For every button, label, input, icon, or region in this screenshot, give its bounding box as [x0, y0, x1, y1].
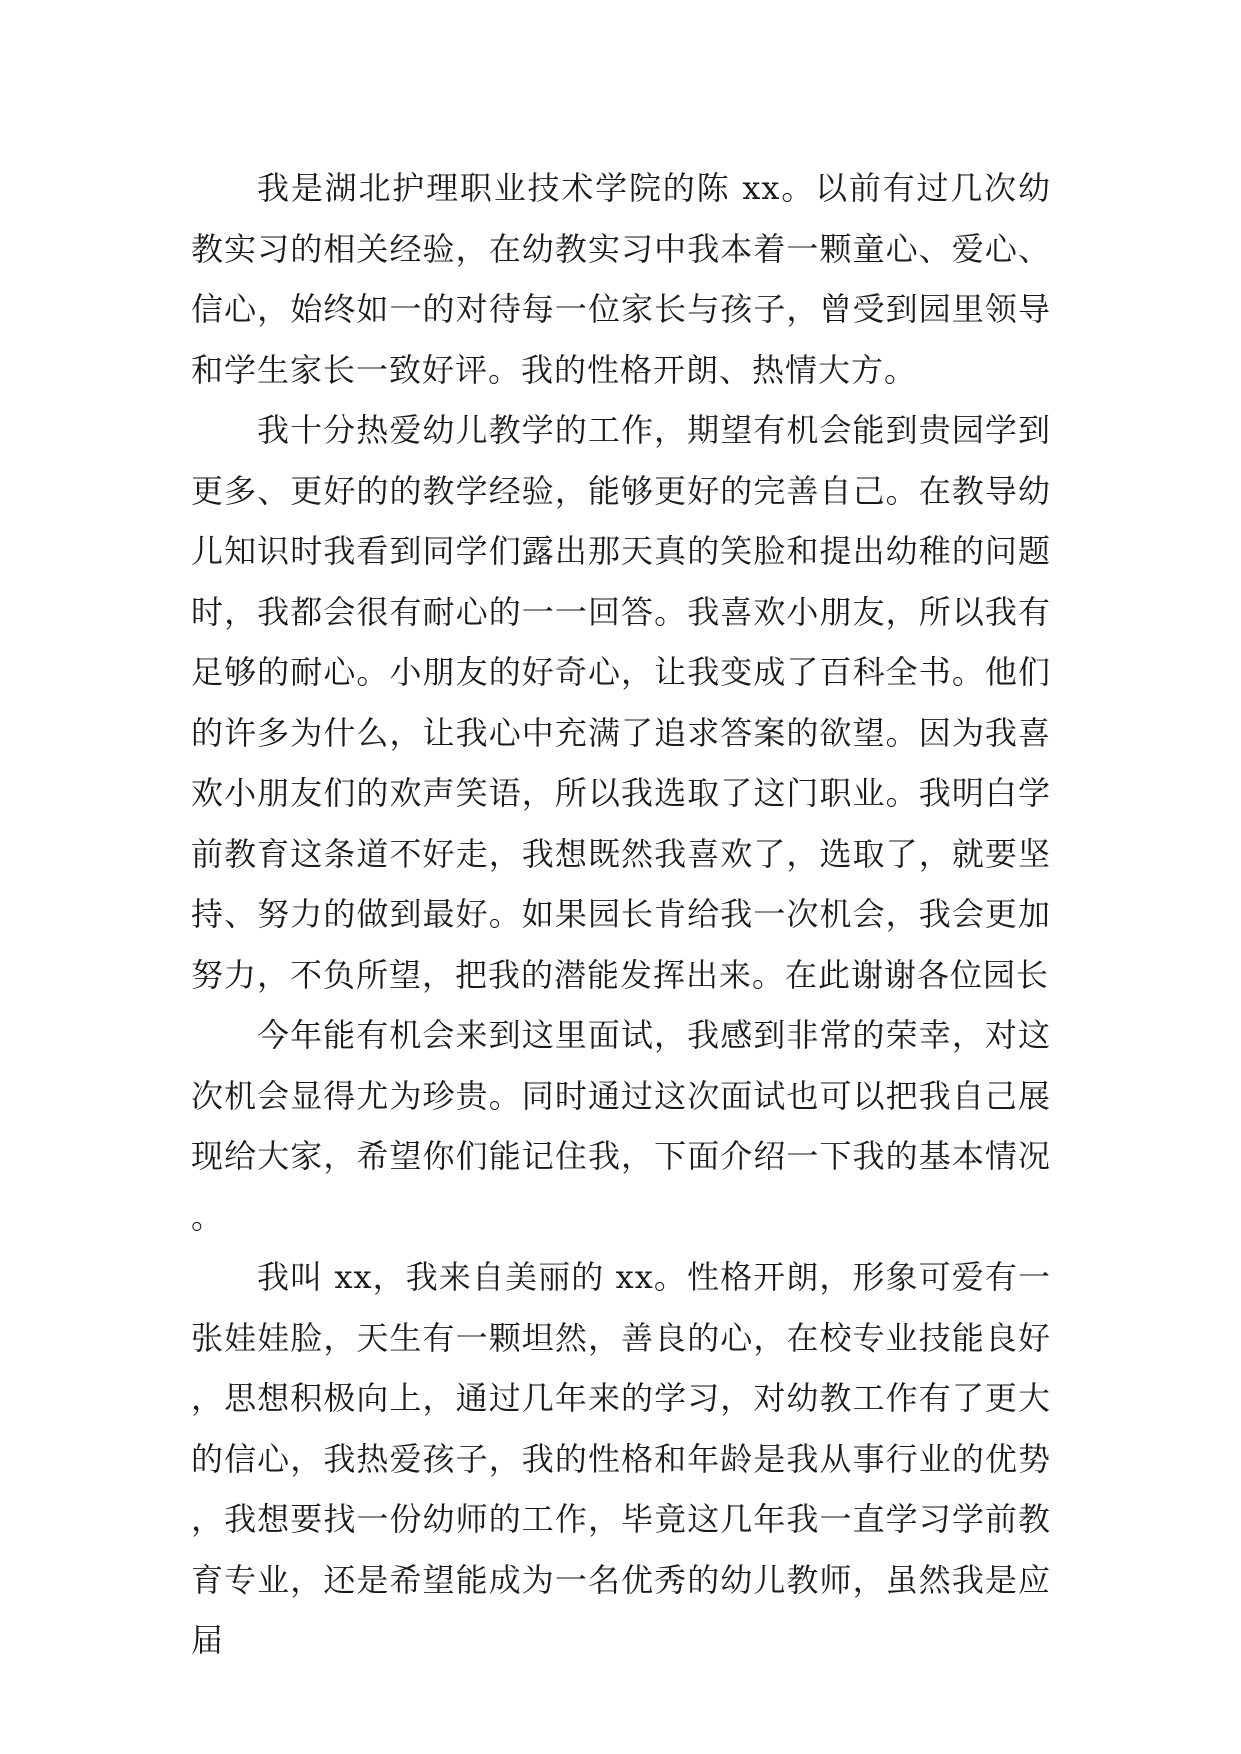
document-body	[191, 158, 1051, 1671]
paragraph-3: 今年能有机会来到这里面试，我感到非常的荣幸，对这次机会显得尤为珍贵。同时通过这次面试也可以把我自己展现给大家，希望你们能记住我，下面介绍一下我的基本情况。	[191, 1016, 1051, 1236]
paragraph-4: 我叫 xx，我来自美丽的 xx。性格开朗，形象可爱有一张娃娃脸，天生有一颗坦然，善良的心，在校专业技能良好，思想积极向上，通过几年来的学习，对幼教工作有了更大的信心，我热爱孩子，我的性格和年龄是我从事行业的优势，我想要找一份幼师的工作，毕竟这几年我一直学习学前教育专业，还是希望能成为一名优秀的幼儿教师，虽然我是应届	[191, 1258, 1051, 1659]
paragraph-1: 我是湖北护理职业技术学院的陈 xx。以前有过几次幼教实习的相关经验，在幼教实习中我本着一颗童心、爱心、信心，始终如一的对待每一位家长与孩子，曾受到园里领导和学生家长一致好评。我的性格开朗、热情大方。	[191, 169, 1051, 389]
paragraph-2: 我十分热爱幼儿教学的工作，期望有机会能到贵园学到更多、更好的的教学经验，能够更好的完善自己。在教导幼儿知识时我看到同学们露出那天真的笑脸和提出幼稚的问题时，我都会很有耐心的一一回答。我喜欢小朋友，所以我有足够的耐心。小朋友的好奇心，让我变成了百科全书。他们的许多为什么，让我心中充满了追求答案的欲望。因为我喜欢小朋友们的欢声笑语，所以我选取了这门职业。我明白学前教育这条道不好走，我想既然我喜欢了，选取了，就要坚持、努力的做到最好。如果园长肯给我一次机会，我会更加努力，不负所望，把我的潜能发挥出来。在此谢谢各位园长	[191, 411, 1051, 994]
